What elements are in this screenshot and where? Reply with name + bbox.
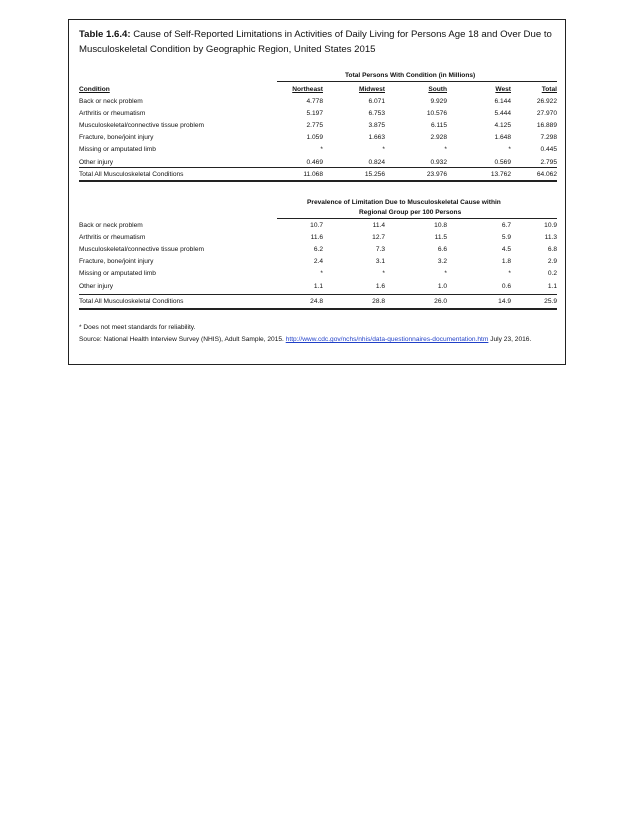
table-cell: * [508,146,511,154]
table-cell: 7.3 [375,246,385,254]
row-label: Musculoskeletal/connective tissue problem [79,122,204,130]
table-caption: Cause of Self-Reported Limitations in Activities of Daily Living for Persons Age 18 and Over Due to Musculoskeletal Condition by Geographic Region, United States 2015 [79,29,552,55]
row-label: Back or neck problem [79,98,143,105]
row-label: Fracture, bone/joint injury [79,258,154,266]
table-cell: 6.2 [313,246,323,254]
table-cell: 16.889 [536,122,557,130]
col-header-northeast: Northeast [292,86,323,93]
table-cell: 0.445 [540,146,557,154]
table-cell: 9.929 [430,98,447,105]
row-label: Back or neck problem [79,222,143,229]
table-cell: * [508,270,511,278]
table-cell: 1.1 [313,282,323,290]
table-cell: 4.125 [494,122,511,130]
table-cell: 0.469 [306,158,323,166]
section2-heading-line2: Regional Group per 100 Persons [359,209,462,216]
table-cell: 1.648 [494,134,511,142]
table-cell: 11.3 [544,234,557,242]
table-cell: 6.6 [437,246,447,254]
table-cell: 2.795 [540,158,557,166]
total-cell: 28.8 [372,298,385,305]
table-cell: 5.197 [306,110,323,118]
col-header-midwest: Midwest [358,86,385,93]
table-cell: 0.824 [368,158,385,166]
table-cell: 10.8 [434,222,447,229]
table-cell: 4.778 [306,98,323,105]
table-cell: 6.144 [494,98,511,105]
total-cell: 11.068 [303,171,323,178]
table-cell: 10.9 [544,222,557,229]
table-cell: 5.444 [494,110,511,118]
total-cell: 23.976 [426,171,447,178]
table-cell: 6.7 [501,222,511,229]
total-row-label: Total All Musculoskeletal Conditions [79,298,184,305]
col-header-condition: Condition [79,86,110,93]
table-cell: 1.8 [501,258,511,266]
table-cell: 3.875 [368,122,385,130]
table-cell: 6.115 [430,122,447,130]
table-container [68,19,566,365]
table-cell: 3.1 [375,258,385,266]
table-cell: * [382,146,385,154]
table-cell: * [444,270,447,278]
table-cell: 0.2 [547,270,557,278]
col-header-south: South [428,86,447,93]
table-cell: 6.8 [547,246,557,254]
table-cell: 1.6 [375,282,385,290]
divider [79,167,557,168]
total-cell: 24.8 [310,298,323,305]
total-cell: 13.762 [490,171,511,178]
table-cell: 11.5 [434,234,447,242]
table-cell: * [320,270,323,278]
table-cell: 1.1 [547,282,557,290]
table-cell: 6.071 [368,98,385,105]
table-cell: 7.298 [540,134,557,142]
source-prefix: Source: National Health Interview Survey (NHIS), Adult Sample, 2015. [79,336,286,343]
table-cell: 4.5 [501,246,511,254]
table-cell: 3.2 [437,258,447,266]
table-cell: 2.775 [306,122,323,130]
source-note [79,334,557,345]
table-cell: 11.4 [372,222,385,229]
table-cell: 0.932 [430,158,447,166]
table-cell: 5.9 [501,234,511,242]
section2-heading-line1: Prevalence of Limitation Due to Musculoskeletal Cause within [307,199,501,206]
table-cell: 2.928 [430,134,447,142]
table-cell: 1.0 [437,282,447,290]
row-label: Missing or amputated limb [79,270,156,278]
section1-heading: Total Persons With Condition (in Millions) [345,72,476,79]
total-cell: 14.9 [498,298,511,305]
table-cell: 26.922 [536,98,557,105]
divider [79,308,557,310]
row-label: Other injury [79,158,114,166]
source-link[interactable]: http://www.cdc.gov/nchs/nhis/data-questionnaires-documentation.htm [285,336,489,343]
table-cell: 11.6 [310,234,323,242]
table-title [79,28,557,57]
row-label: Fracture, bone/joint injury [79,134,154,142]
source-suffix: July 23, 2016. [488,336,532,343]
row-label: Arthritis or rheumatism [79,110,146,118]
table-cell: * [444,146,447,154]
row-label: Arthritis or rheumatism [79,234,146,242]
total-cell: 64.062 [536,171,557,178]
table-cell: 6.753 [368,110,385,118]
table-cell: 10.576 [426,110,447,118]
table-cell: * [320,146,323,154]
table-cell: 2.4 [313,258,323,266]
row-label: Missing or amputated limb [79,146,156,154]
row-label: Musculoskeletal/connective tissue problem [79,246,204,254]
table-cell: * [382,270,385,278]
table-cell: 2.9 [547,258,557,266]
table-cell: 10.7 [310,222,323,229]
table-cell: 1.059 [306,134,323,142]
footnote: * Does not meet standards for reliability. [79,324,196,331]
table-cell: 1.663 [368,134,385,142]
divider [277,81,557,82]
divider [79,294,557,295]
total-cell: 15.256 [364,171,385,178]
col-header-west: West [495,86,511,93]
table-cell: 27.970 [536,110,557,118]
table-cell: 12.7 [372,234,385,242]
divider [277,218,557,219]
total-row-label: Total All Musculoskeletal Conditions [79,171,184,178]
col-header-total: Total [541,86,557,93]
divider [79,180,557,182]
table-cell: 0.569 [494,158,511,166]
table-cell: 0.6 [501,282,511,290]
total-cell: 26.0 [434,298,447,305]
table-number: Table 1.6.4: [79,29,131,40]
total-cell: 25.9 [544,298,557,305]
row-label: Other injury [79,282,114,290]
